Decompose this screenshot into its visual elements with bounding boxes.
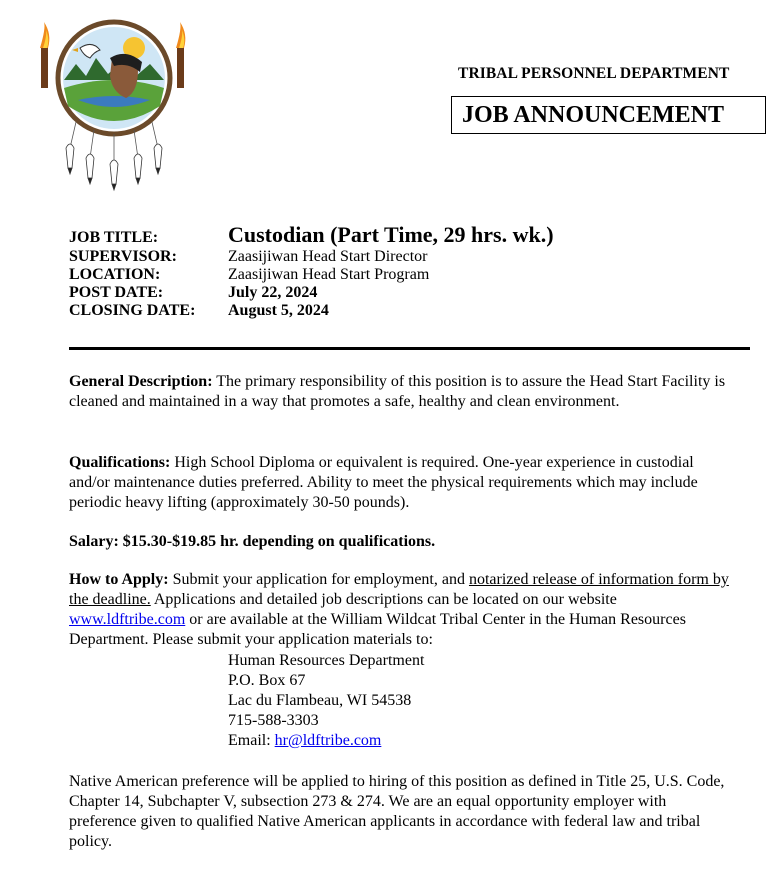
email-label: Email:: [228, 732, 275, 749]
how-to-apply-label: How to Apply:: [69, 571, 169, 588]
qualifications-label: Qualifications:: [69, 454, 171, 471]
announcement-box: [451, 96, 766, 134]
job-title-value: Custodian (Part Time, 29 hrs. wk.): [228, 222, 554, 247]
notarized-release-text: notarized release of information form by the deadline.: [69, 571, 729, 608]
salary: [69, 532, 729, 552]
general-description-text: The primary responsibility of this position is to assure the Head Start Facility is cleaned and maintained in a way that promotes a safe, healthy and clean environment.: [69, 373, 726, 410]
post-date-row: [69, 284, 554, 302]
address-email-row: [228, 731, 424, 751]
email-link[interactable]: hr@ldftribe.com: [274, 732, 382, 749]
general-description: [69, 372, 729, 412]
closing-date-value: August 5, 2024: [228, 302, 329, 319]
native-american-preference: [69, 772, 729, 852]
mailing-address: [228, 651, 424, 751]
address-line-3: Lac du Flambeau, WI 54538: [228, 692, 412, 709]
left-torch-icon: [40, 22, 49, 88]
supervisor-row: [69, 248, 554, 266]
right-torch-icon: [176, 22, 185, 88]
job-title-label: JOB TITLE:: [69, 229, 159, 246]
preference-text: Native American preference will be applied to hiring of this position as defined in Title 25, U.S. Code, Chapter 14, Subchapter V, subsection 273 & 274. We are an equal opportunity employer with preference given to qualified Native American applicants in accordance with federal law and tribal policy.: [69, 773, 725, 850]
website-link[interactable]: www.ldftribe.com: [69, 611, 186, 628]
address-line-2: P.O. Box 67: [228, 672, 306, 689]
closing-date-row: [69, 302, 554, 320]
qualifications-text: High School Diploma or equivalent is required. One-year experience in custodial and/or maintenance duties preferred. Ability to meet the physical requirements which may include periodic heavy lifting (approximately 30-50 pounds).: [69, 454, 698, 511]
location-row: [69, 266, 554, 284]
closing-date-label: CLOSING DATE:: [69, 302, 196, 319]
location-label: LOCATION:: [69, 266, 161, 283]
announcement-title: JOB ANNOUNCEMENT: [462, 102, 725, 128]
job-info-block: [69, 222, 554, 320]
job-title-row: [69, 222, 554, 248]
how-to-apply-text: Submit your application for employment, and: [168, 571, 469, 588]
post-date-label: POST DATE:: [69, 284, 164, 301]
salary-text: Salary: $15.30-$19.85 hr. depending on qualifications.: [69, 533, 436, 550]
how-to-apply: [69, 570, 729, 650]
how-to-apply-text-3: or are available at the William Wildcat Tribal Center in the Human Resources Department. Please submit your application materials to:: [69, 611, 686, 648]
general-description-label: General Description:: [69, 373, 213, 390]
how-to-apply-text-2: Applications and detailed job descriptions can be located on our website: [150, 591, 617, 608]
supervisor-value: Zaasijiwan Head Start Director: [228, 248, 428, 265]
qualifications: [69, 453, 729, 513]
section-divider: [69, 347, 750, 350]
supervisor-label: SUPERVISOR:: [69, 248, 177, 265]
department-heading: TRIBAL PERSONNEL DEPARTMENT: [458, 65, 730, 82]
address-line-1: Human Resources Department: [228, 652, 425, 669]
address-phone: 715-588-3303: [228, 712, 319, 729]
location-value: Zaasijiwan Head Start Program: [228, 266, 430, 283]
post-date-value: July 22, 2024: [228, 284, 318, 301]
tribal-seal-logo: [34, 18, 194, 196]
